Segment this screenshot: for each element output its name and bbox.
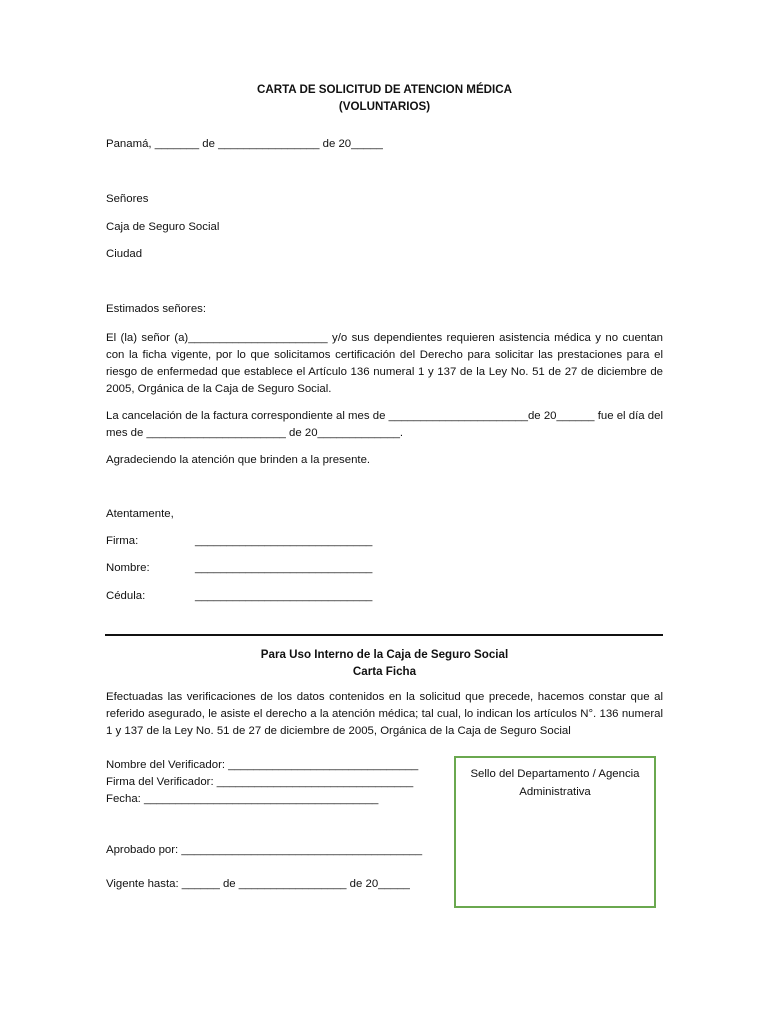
addressee-line: Señores [106,193,149,205]
internal-title: Para Uso Interno de la Caja de Seguro Social [260,648,509,661]
stamp-box [454,756,656,908]
greeting: Estimados señores: [106,303,207,315]
section-divider [105,634,663,636]
signature-line: ____________________________ [195,535,373,547]
date-field: Fecha: _____________________________________ [106,793,379,805]
closing: Atentamente, [106,508,174,520]
request-paragraph: El (la) señor (a)______________________ y/o sus dependientes requieren asistencia médica y no cuentan con la ficha vigente, por lo que solicitamos certificación del Derecho para solicitar las prestaciones para el riesgo de enfermedad que establece el Artículo 136 numeral 1 y 137 de la Ley No. 51 de 27 de diciembre de 2005, Orgánica de la Caja de Seguro Social. [106,332,663,395]
verification-paragraph: Efectuadas las verificaciones de los datos contenidos en la solicitud que precede, hacemos constar que al referido asegurado, le asiste el derecho a la atención médica; tal cual, lo indican los artículos N°. 136 numeral 1 y 137 de la Ley No. 51 de 27 de diciembre de 2005, Orgánica de la Caja de Seguro Social [106,691,663,737]
stamp-label: Sello del Departamento / Agencia [470,768,640,780]
signature-label: Firma: [106,535,139,547]
name-line: ____________________________ [195,562,373,574]
internal-subtitle: Carta Ficha [352,665,417,678]
addressee-line: Caja de Seguro Social [106,221,220,233]
verifier-signature-field: Firma del Verificador: _______________________________ [106,776,414,788]
addressee-line: Ciudad [106,248,143,260]
document-title: CARTA DE SOLICITUD DE ATENCION MÉDICA [256,83,513,96]
id-label: Cédula: [106,590,146,602]
thanks-paragraph: Agradeciendo la atención que brinden a la presente. [106,454,371,466]
verifier-name-field: Nombre del Verificador: ______________________________ [106,759,419,771]
stamp-label: Administrativa [519,786,591,798]
invoice-paragraph: La cancelación de la factura correspondiente al mes de ______________________de 20______ fue el día del mes de ______________________ de 20_____________. [106,410,663,439]
document-subtitle: (VOLUNTARIOS) [338,100,431,113]
date-line: Panamá, _______ de ________________ de 20_____ [106,138,383,150]
name-label: Nombre: [106,562,150,574]
valid-until-field: Vigente hasta: ______ de _________________ de 20_____ [106,878,410,890]
approved-by-field: Aprobado por: ______________________________________ [106,844,423,856]
id-line: ____________________________ [195,590,373,602]
